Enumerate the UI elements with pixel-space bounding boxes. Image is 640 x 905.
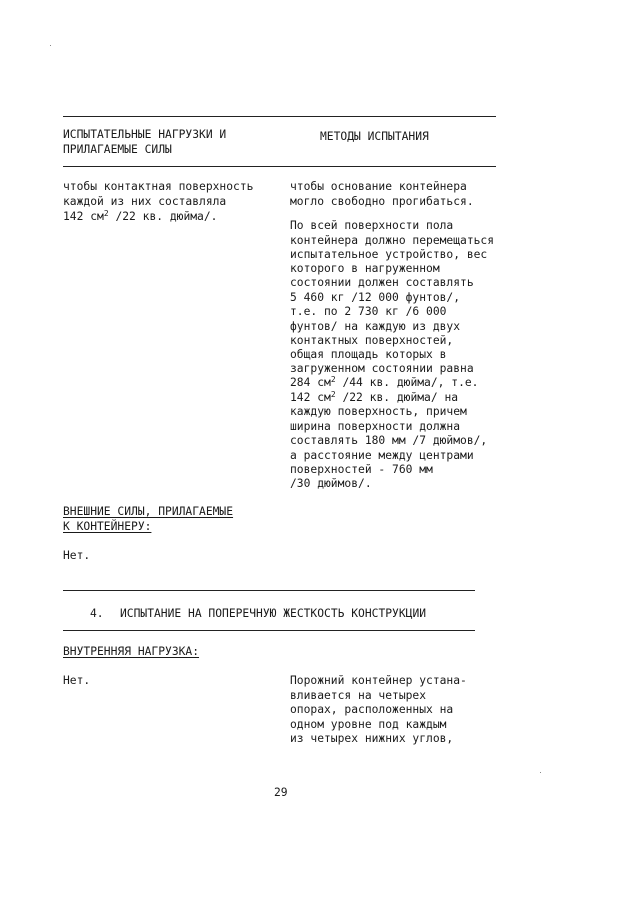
internal-load-method-line: опорах, расположенных на: [290, 703, 454, 716]
right-col-p2-line: поверхностей - 760 мм: [290, 463, 433, 476]
section-rule-bottom: [63, 630, 475, 631]
right-col-p2-line: загруженном состоянии равна: [290, 362, 474, 375]
right-col-p2-line: составлять 180 мм /7 дюймов/,: [290, 434, 488, 447]
right-col-p2-line: испытательное устройство, вес: [290, 248, 488, 261]
top-rule: [63, 116, 496, 117]
internal-load-method-line: из четырех нижних углов,: [290, 732, 454, 745]
right-col-p2-line: контейнера должно перемещаться: [290, 234, 495, 247]
section-rule-top: [63, 590, 475, 591]
right-col-p2-line: фунтов/ на каждую из двух: [290, 320, 461, 333]
right-col-p2-line: состоянии должен составлять: [290, 276, 474, 289]
header-right: МЕТОДЫ ИСПЫТАНИЯ: [320, 130, 429, 143]
header-left-line1: ИСПЫТАТЕЛЬНЫЕ НАГРУЗКИ И: [63, 128, 227, 141]
right-col-p2-line: /30 дюймов/.: [290, 477, 372, 490]
left-col-line1: чтобы контактная поверхность: [63, 180, 254, 193]
right-col-p2-line: контактных поверхностей,: [290, 334, 454, 347]
scan-speck: [540, 772, 541, 773]
scan-speck: [50, 45, 51, 46]
internal-load-method-line: вливается на четырех: [290, 689, 427, 702]
internal-load-method-line: Порожний контейнер устана-: [290, 674, 467, 687]
external-forces-heading-line1: ВНЕШНИЕ СИЛЫ, ПРИЛАГАЕМЫЕ: [63, 505, 234, 518]
left-col-line2: каждой из них составляла: [63, 195, 227, 208]
right-col-p2-line: которого в нагруженном: [290, 262, 440, 275]
right-col-p1-line1: чтобы основание контейнера: [290, 180, 467, 193]
left-col-line3: 142 $см^2$ /22 кв. дюйма/.: [63, 209, 218, 223]
external-forces-heading-line2: К КОНТЕЙНЕРУ:: [63, 520, 152, 533]
right-col-p2-line: т.е. по 2 730 кг /6 000: [290, 305, 447, 318]
internal-load-method-line: одном уровне под каждым: [290, 718, 447, 731]
section-number: 4.: [90, 607, 104, 620]
right-col-p2-line-area-total: 284 $см^2$ /44 кв. дюйма/, т.е.: [290, 375, 479, 389]
header-left-line2: ПРИЛАГАЕМЫЕ СИЛЫ: [63, 143, 172, 156]
right-col-p2-line: По всей поверхности пола: [290, 219, 454, 232]
right-col-p1-line2: могло свободно прогибаться.: [290, 195, 474, 208]
page-number: 29: [274, 786, 288, 799]
right-col-p2-line: а расстояние между центрами: [290, 449, 474, 462]
internal-load-value: Нет.: [63, 674, 91, 687]
right-col-p2-line: ширина поверхности должна: [290, 420, 461, 433]
internal-load-heading: ВНУТРЕННЯЯ НАГРУЗКА:: [63, 645, 200, 658]
right-col-p2-line: 5 460 кг /12 000 фунтов/,: [290, 291, 461, 304]
right-col-p2-line-area-each: 142 $см^2$ /22 кв. дюйма/ на: [290, 390, 459, 404]
section-title: ИСПЫТАНИЕ НА ПОПЕРЕЧНУЮ ЖЕСТКОСТЬ КОНСТРУКЦИИ: [120, 607, 427, 620]
right-col-p2-line: общая площадь которых в: [290, 348, 447, 361]
right-col-p2-line: каждую поверхность, причем: [290, 405, 467, 418]
external-forces-value: Нет.: [63, 549, 91, 562]
header-rule: [63, 166, 496, 167]
